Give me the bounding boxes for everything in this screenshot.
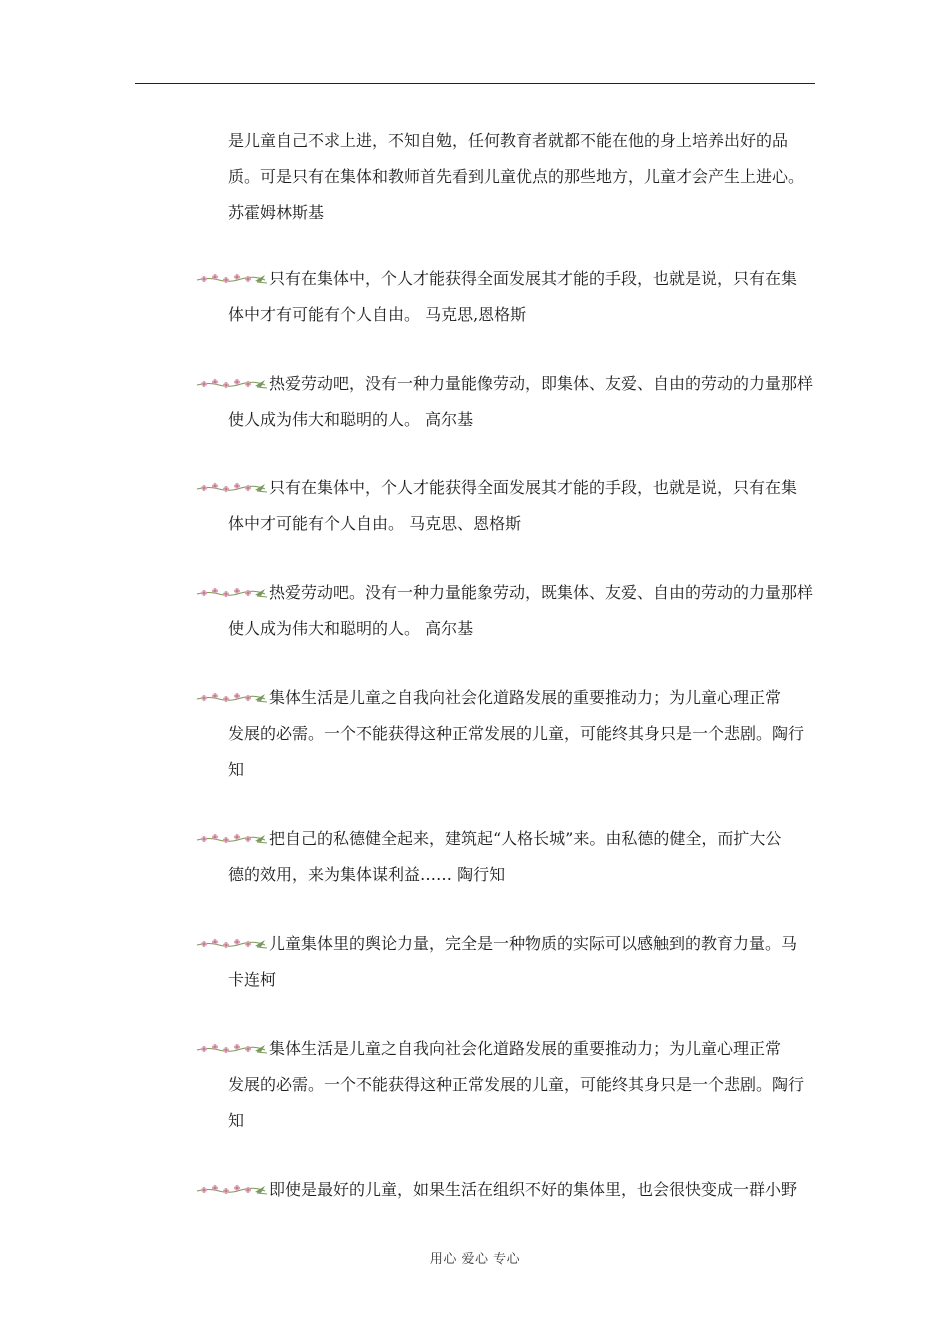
quote-line: 热爱劳动吧，没有一种力量能像劳动，即集体、友爱、自由的劳动的力量那样 [269,374,814,393]
floral-vine-ornament-icon [195,690,267,704]
blossom-center [225,384,227,386]
blossom-center [214,941,216,943]
quote-line: 知 [228,760,245,779]
quote-item [195,926,820,998]
floral-vine-ornament-icon [195,271,267,285]
leaf [255,835,265,842]
intro-paragraph [195,123,820,231]
leaf [255,589,265,596]
quote-line: 只有在集体中，个人才能获得全面发展其才能的手段，也就是说，只有在集 [269,478,798,497]
blossom-center [203,838,205,840]
leaf [255,484,265,491]
leaf [255,1186,265,1193]
quote-line: 体中才有可能有个人自由。 马克思,恩格斯 [228,305,527,324]
blossom-center [247,943,249,945]
quote-line: 即使是最好的儿童，如果生活在组织不好的集体里，也会很快变成一群小野 [269,1180,798,1199]
header-rule [135,83,815,84]
leaf-stem [257,1052,267,1053]
blossom-center [225,279,227,281]
quote-item [195,680,820,788]
intro-line: 质。可是只有在集体和教师首先看到儿童优点的那些地方，儿童才会产生上进心。 [228,167,805,186]
quote-line: 使人成为伟大和聪明的人。 高尔基 [228,619,474,638]
leaf-stem [257,282,267,283]
blossom-center [214,695,216,697]
quote-item [195,1031,820,1139]
quote-line: 德的效用，来为集体谋利益…… 陶行知 [228,865,506,884]
leaf [255,380,265,387]
quote-line: 知 [228,1111,245,1130]
vine-stem [197,277,265,281]
quote-line: 卡连柯 [228,970,277,989]
blossom-center [225,1190,227,1192]
blossom-center [214,590,216,592]
vine-stem [197,942,265,946]
floral-vine-ornament-icon [195,1041,267,1055]
leaf-stem [257,842,267,843]
floral-vine-ornament-icon [195,585,267,599]
quote-line: 把自己的私德健全起来，建筑起“人格长城”来。由私德的健全，而扩大公 [269,829,782,848]
quote-item [195,821,820,893]
leaf-stem [257,947,267,948]
quote-item [195,575,820,647]
quote-line: 热爱劳动吧。没有一种力量能象劳动，既集体、友爱、自由的劳动的力量那样 [269,583,814,602]
quote-item [195,261,820,333]
leaf [255,275,265,282]
intro-line: 是儿童自己不求上进，不知自勉，任何教育者就都不能在他的身上培养出好的品 [228,131,789,150]
floral-vine-ornament-icon [195,1182,267,1196]
leaf-stem [257,491,267,492]
leaf [255,1045,265,1052]
blossom-center [247,592,249,594]
quote-line: 发展的必需。一个不能获得这种正常发展的儿童，可能终其身只是一个悲剧。陶行 [228,1075,805,1094]
blossom-center [225,1049,227,1051]
vine-stem [197,1188,265,1192]
blossom-center [214,381,216,383]
floral-vine-ornament-icon [195,376,267,390]
blossom-center [203,592,205,594]
quote-line: 只有在集体中，个人才能获得全面发展其才能的手段，也就是说，只有在集 [269,269,798,288]
vine-stem [197,1047,265,1051]
blossom-center [236,1046,238,1048]
blossom-center [225,488,227,490]
floral-vine-ornament-icon [195,936,267,950]
quote-line: 集体生活是儿童之自我向社会化道路发展的重要推动力；为儿童心理正常 [269,1039,782,1058]
quote-item [195,1172,820,1208]
blossom-center [203,697,205,699]
blossom-center [214,1187,216,1189]
blossom-center [225,593,227,595]
quote-item [195,470,820,542]
blossom-center [236,381,238,383]
blossom-center [236,1187,238,1189]
blossom-center [203,487,205,489]
blossom-center [236,276,238,278]
blossom-center [247,487,249,489]
blossom-center [247,1048,249,1050]
blossom-center [214,1046,216,1048]
blossom-center [236,590,238,592]
blossom-center [214,836,216,838]
blossom-center [203,383,205,385]
blossom-center [247,278,249,280]
vine-stem [197,591,265,595]
vine-stem [197,837,265,841]
vine-stem [197,382,265,386]
blossom-center [236,695,238,697]
blossom-center [203,943,205,945]
blossom-center [203,1189,205,1191]
floral-vine-ornament-icon [195,831,267,845]
leaf-stem [257,387,267,388]
blossom-center [236,941,238,943]
blossom-center [236,836,238,838]
leaf [255,694,265,701]
blossom-center [225,698,227,700]
blossom-center [203,1048,205,1050]
leaf-stem [257,1193,267,1194]
blossom-center [225,839,227,841]
blossom-center [225,944,227,946]
intro-line: 苏霍姆林斯基 [228,203,325,222]
leaf-stem [257,596,267,597]
floral-vine-ornament-icon [195,480,267,494]
vine-stem [197,486,265,490]
blossom-center [203,278,205,280]
blossom-center [247,1189,249,1191]
page-footer: 用心 爱心 专心 [429,1252,521,1267]
vine-stem [197,696,265,700]
quote-line: 体中才可能有个人自由。 马克思、恩格斯 [228,514,522,533]
blossom-center [236,485,238,487]
blossom-center [247,697,249,699]
blossom-center [247,383,249,385]
blossom-center [214,276,216,278]
quote-line: 发展的必需。一个不能获得这种正常发展的儿童，可能终其身只是一个悲剧。陶行 [228,724,805,743]
quote-line: 儿童集体里的舆论力量，完全是一种物质的实际可以感触到的教育力量。马 [269,934,798,953]
quote-item [195,366,820,438]
leaf-stem [257,701,267,702]
quote-line: 集体生活是儿童之自我向社会化道路发展的重要推动力；为儿童心理正常 [269,688,782,707]
blossom-center [247,838,249,840]
leaf [255,940,265,947]
quote-line: 使人成为伟大和聪明的人。 高尔基 [228,410,474,429]
blossom-center [214,485,216,487]
